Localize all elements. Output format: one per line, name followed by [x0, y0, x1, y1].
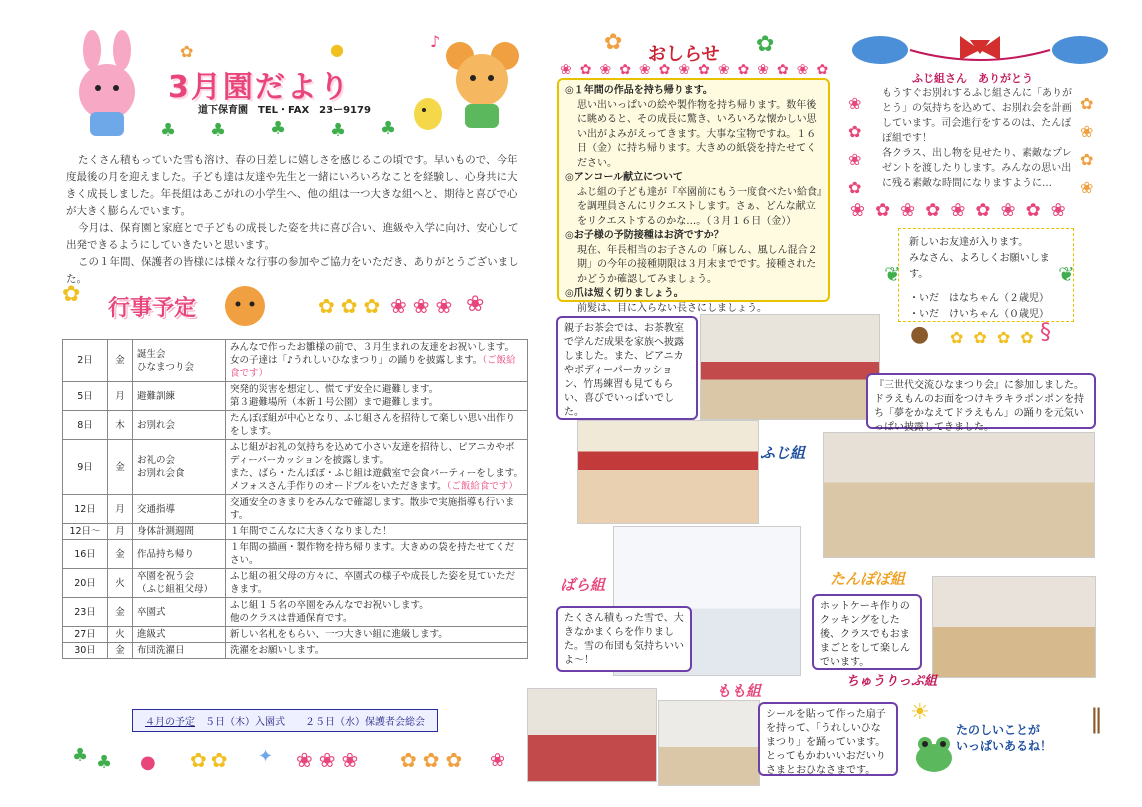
thanks-title: ふじ組さん ありがとう [912, 72, 1033, 85]
dog-illustration [220, 280, 270, 330]
notice-heading: ◎１年間の作品を持ち帰ります。 [565, 85, 713, 96]
fuji-class-photo [577, 420, 759, 524]
leaf-icon: ❦ [884, 262, 901, 286]
new-friends-box [898, 228, 1074, 322]
schedule-description: 新しい名札をもらい、一つ大きい組に進級します。 [226, 627, 528, 643]
schedule-event: お礼の会 お別れ会食 [133, 440, 226, 495]
schedule-row [63, 540, 528, 569]
page-title: 3月園だより [168, 70, 351, 105]
schedule-date: 30日 [63, 643, 108, 659]
clover-icon: ♣ [270, 118, 287, 139]
schedule-note: （ご飯給食です） [446, 481, 518, 492]
schedule-description [226, 440, 528, 495]
clover-icon: ♣ [380, 118, 397, 139]
schedule-title: 行事予定 [108, 296, 197, 321]
notice-heading: ◎お子様の予防接種はお済ですか？ [565, 230, 724, 241]
schedule-description: 洗濯をお願いします。 [226, 643, 528, 659]
new-friend-name: ・いだ はなちゃん（２歳児） [909, 293, 1049, 304]
schedule-weekday: 火 [108, 627, 133, 643]
flower-row-icon: ❀❀❀ [296, 748, 365, 772]
schedule-row [63, 643, 528, 659]
schedule-event: 卒園を祝う会 （ふじ組祖父母） [133, 569, 226, 598]
schedule-row [63, 598, 528, 627]
class-label-bara: ばら組 [560, 576, 606, 594]
schedule-date: 16日 [63, 540, 108, 569]
schedule-description: 突発的災害を想定し、慌てず安全に避難します。 第３避難場所（本新１号公園）まで避難します。 [226, 382, 528, 411]
chick-illustration [410, 92, 446, 132]
tulip-icon: ❀ [490, 750, 506, 771]
music-note-icon: ♪ [430, 32, 441, 51]
schedule-note: （ご飯給食です） [230, 355, 516, 379]
schedule-weekday: 月 [108, 495, 133, 524]
schedule-weekday: 金 [108, 598, 133, 627]
thanks-text: もうすぐお別れするふじ組さんに「ありがとう」の気持ちを込めて、お別れ会を計画しています。司会進行をするのは、たんぽぽ組です！ 各クラス、出し物を見せたり、素敵なプレゼントを渡したりします。みんなの思い出に残る素敵な時間になりますように… [882, 88, 1072, 189]
bamboo-icon: ‖ [1090, 704, 1103, 734]
schedule-event: 避難訓練 [133, 382, 226, 411]
new-friend-name: ・いだ けいちゃん（０歳児） [909, 309, 1049, 320]
schedule-row [63, 340, 528, 382]
april-label: ４月の予定 [145, 717, 195, 728]
schedule-weekday: 木 [108, 411, 133, 440]
schedule-row [63, 411, 528, 440]
churippu-callout: ホットケーキ作りのクッキングをした後、クラスでもおままごとをして楽しんでいます。 [812, 594, 922, 670]
fuji-tea-party-photo [700, 314, 880, 420]
schedule-weekday: 月 [108, 524, 133, 540]
schedule-date: 8日 [63, 411, 108, 440]
schedule-weekday: 金 [108, 340, 133, 382]
class-label-churippu: ちゅうりっぷ組 [846, 674, 938, 689]
butterfly-icon: ✿ [180, 42, 194, 61]
fairy-icon: ✿ [756, 32, 775, 57]
schedule-weekday: 火 [108, 569, 133, 598]
schedule-row [63, 440, 528, 495]
schedule-description-text: みんなで作ったお雛様の前で、３月生まれの友達をお祝いします。女の子達は「♪うれしいひなまつり」の踊りを披露します。 [230, 342, 515, 366]
notice-body: ふじ組の子ども達が『卒園前にもう一度食べたい給食』を調理員さんにリクエストします。さぁ、どんな献立をリクエストするのかな…。（３月１６日（金）） [577, 186, 822, 227]
schedule-date: 27日 [63, 627, 108, 643]
momo-photo-2 [658, 700, 760, 786]
clover-icon: ♣ [160, 120, 177, 141]
hedgehog-icon: ● [910, 322, 930, 347]
schedule-date: 5日 [63, 382, 108, 411]
schedule-event: 卒園式 [133, 598, 226, 627]
schedule-weekday: 金 [108, 440, 133, 495]
bird-icon: ✦ [258, 746, 274, 767]
clover-icon: ♣ [96, 752, 113, 773]
schedule-description: たんぽぽ組が中心となり、ふじ組さんを招待して楽しい思い出作りをします。 [226, 411, 528, 440]
sun-icon: ☀ [910, 700, 930, 725]
schedule-row [63, 382, 528, 411]
fuji-callout: 親子お茶会では、お茶教室で学んだ成果を家族へ披露しました。また、ピアニカやボディーパーカッション、竹馬練習も見てもらい、喜びでいっぱいでした。 [556, 316, 698, 420]
schedule-date: 12日～ [63, 524, 108, 540]
butterfly-icon: ✿ [62, 282, 81, 307]
schedule-event: 誕生会 ひなまつり会 [133, 340, 226, 382]
flower-row-icon: ❀✿❀✿❀✿❀✿❀ [850, 200, 1076, 221]
class-label-momo: もも組 [716, 682, 762, 700]
churippu-cooking-photo [932, 576, 1096, 678]
flower-column-icon: ❀ ✿ ❀ ✿ [848, 94, 862, 197]
schedule-event: 作品持ち帰り [133, 540, 226, 569]
tanpopo-event-callout: 『三世代交流ひなまつり会』に参加しました。ドラえもんのお面をつけキラキラポンポンを持ち「夢をかなえてドラえもん」の踊りを元気いっぱい披露してきました。 [866, 373, 1096, 429]
notice-body: 思い出いっぱいの絵や製作物を持ち帰ります。数年後に眺めると、その成長に驚き、いろいろな懐かしい思い出がよみがえってきます。大事な宝物ですね。１６日（金）に持ち帰ります。大きめの紙袋を持たせてください。 [577, 99, 817, 169]
schedule-description: １年間の描画・製作物を持ち帰ります。大きめの袋を持たせてください。 [226, 540, 528, 569]
bee-icon: ● [330, 40, 344, 59]
intro-paragraph: たくさん積もっていた雪も溶け、春の日差しに嬉しさを感じるこの頃です。早いもので、今年度最後の月を迎えました。子ども達は友達や先生と一緒にいろいろなことを経験し、心身共に大きく成長しました。年長組はあこがれの小学生へ、他の組は一つ大きな組へと、期待と喜びで心が大きく膨らんでいます。 [66, 154, 518, 217]
april-items: ５日（木）入園式 ２５日（水）保護者会総会 [195, 717, 425, 728]
new-friends-line: 新しいお友達が入ります。 [909, 237, 1029, 248]
momo-callout: シールを貼って作った扇子を持って、「うれしいひなまつり」を踊っています。とってもかわいいおだいりさまとおひなさまです。 [758, 702, 898, 776]
schedule-description: 交通安全のきまりをみんなで確認します。散歩で実施指導も行います。 [226, 495, 528, 524]
april-schedule [132, 709, 438, 732]
notice-heading: ◎アンコール献立について [565, 172, 683, 183]
fairy-icon: ✿ [604, 30, 623, 55]
clover-icon: ♣ [210, 120, 227, 141]
bunny-illustration [72, 30, 142, 140]
momo-photo-1 [527, 688, 657, 782]
schedule-description: ふじ組の祖父母の方々に、卒園式の様子や成長した姿を見ていただきます。 [226, 569, 528, 598]
notice-body: 前髪は、目に入らない長さにしましょう。 [577, 302, 767, 314]
notice-heading: ◎爪は短く切りましょう。 [565, 288, 684, 299]
notice-body: 現在、年長相当のお子さんの「麻しん、風しん混合２期」の今年の接種期限は３月末までです。接種されたかどうか確認してみましょう。 [577, 244, 818, 285]
class-label-fuji: ふじ組 [760, 444, 806, 462]
schedule-event: 交通指導 [133, 495, 226, 524]
frog-illustration [912, 730, 956, 776]
nursery-contact: 道下保育園 TEL・FAX 23ー9179 [198, 105, 371, 116]
schedule-row [63, 495, 528, 524]
new-friends-line: みなさん、よろしくお願いします。 [909, 253, 1050, 280]
ladybug-icon: ● [140, 752, 156, 773]
schedule-description [226, 340, 528, 382]
schedule-description: １年間でこんなに大きくなりました！ [226, 524, 528, 540]
flower-row-icon: ✿✿ [190, 748, 232, 772]
schedule-date: 9日 [63, 440, 108, 495]
snake-icon: § [1040, 320, 1051, 345]
schedule-description-text: ふじ組がお礼の気持ちを込めて小さい友達を招待し、ピアニカやボディーパーカッションを披露します。 また、ばら・たんぽぽ・ふじ組は遊戯室で会食パーティーをします。メフォスさん手作りのオードブルをいただきます。 [230, 442, 523, 492]
mouse-illustration [445, 38, 520, 133]
notice-box [557, 78, 830, 314]
flower-column-icon: ✿ ❀ ✿ ❀ [1080, 94, 1094, 197]
schedule-row [63, 627, 528, 643]
schedule-row [63, 524, 528, 540]
fun-line: いっぱいあるね！ [956, 739, 1053, 753]
fun-message [956, 722, 1052, 754]
schedule-event: 身体計測週間 [133, 524, 226, 540]
leaf-icon: ❦ [1058, 262, 1075, 286]
intro-paragraph: この１年間、保護者の皆様には様々な行事の参加やご協力をいただき、ありがとうございました。 [66, 256, 519, 285]
tanpopo-event-photo [823, 432, 1095, 558]
clover-icon: ♣ [330, 120, 347, 141]
schedule-event: お別れ会 [133, 411, 226, 440]
schedule-table [62, 339, 528, 659]
flower-row-icon: ✿✿✿ [400, 748, 469, 772]
flower-row-icon: ✿✿✿✿ [950, 328, 1044, 347]
schedule-date: 12日 [63, 495, 108, 524]
flower-row-icon: ✿✿✿ [318, 294, 387, 318]
schedule-event: 布団洗濯日 [133, 643, 226, 659]
clover-icon: ♣ [72, 745, 89, 766]
tulip-icon: ❀ [466, 292, 485, 317]
flower-row-icon: ❀✿❀✿❀✿❀✿❀✿❀✿❀✿ [560, 62, 837, 78]
schedule-description: ふじ組１５名の卒園をみんなでお祝いします。 他のクラスは普通保育です。 [226, 598, 528, 627]
fun-line: たのしいことが [956, 723, 1041, 737]
schedule-weekday: 月 [108, 382, 133, 411]
schedule-weekday: 金 [108, 540, 133, 569]
schedule-event: 進級式 [133, 627, 226, 643]
schedule-weekday: 金 [108, 643, 133, 659]
intro-text [66, 152, 526, 288]
class-label-tanpopo: たんぽぽ組 [830, 570, 906, 588]
flower-row-icon: ❀❀❀ [390, 294, 459, 318]
schedule-row [63, 569, 528, 598]
schedule-date: 2日 [63, 340, 108, 382]
bara-callout: たくさん積もった雪で、大きなかまくらを作りました。雪の布団も気持ちいいよ～！ [556, 606, 692, 672]
schedule-date: 20日 [63, 569, 108, 598]
notice-title: おしらせ [648, 44, 720, 65]
schedule-date: 23日 [63, 598, 108, 627]
intro-paragraph: 今月は、保育園と家庭とで子どもの成長した姿を共に喜び合い、進級や入学に向け、安心して出発できるようにしていきたいと思います。 [66, 222, 519, 251]
